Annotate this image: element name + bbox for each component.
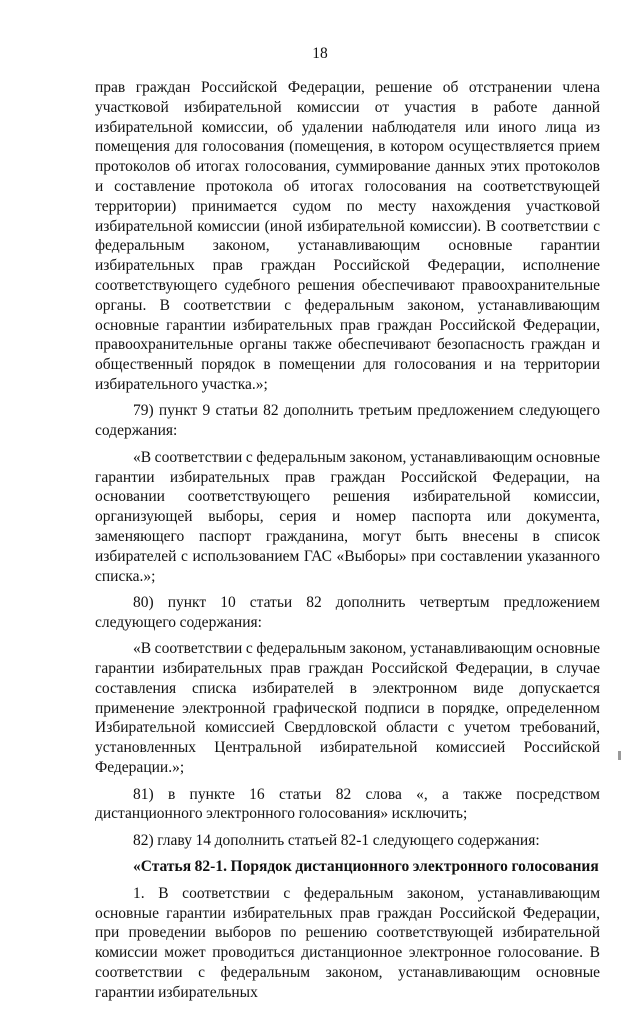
paragraph-item-81: 81) в пункте 16 статьи 82 слова «, а также посредством дистанционного электронного голосования» исключить; (95, 785, 600, 823)
article-heading: «Статья 82-1. Порядок дистанционного электронного голосования (133, 858, 599, 876)
paragraph-quote-80: «В соответствии с федеральным законом, устанавливающим основные гарантии избирательных прав граждан Российской Федерации, в случае составления списка избирателей в электронном виде допускается применение электронной графической подписи в порядке, определенном Избирательной комиссией Свердловской области с учетом требований, установленных Центральной избирательной комиссией Российской Федерации.»; (95, 640, 600, 777)
page-number: 18 (312, 45, 328, 62)
paragraph-quote-79: «В соответствии с федеральным законом, устанавливающим основные гарантии избирательных прав граждан Российской Федерации, на основании соответствующего решения избирательной комиссии, организующей выборы, серия и номер паспорта или документа, заменяющего паспорт гражданина, могут быть внесены в список избирателей с использованием ГАС «Выборы» при составлении указанного списка.»; (95, 448, 600, 585)
document-body (95, 78, 600, 1009)
paragraph-continuation: прав граждан Российской Федерации, решение об отстранении члена участковой избирательной комиссии от участия в работе данной избирательной комиссии, об удалении наблюдателя или иного лица из помещения для голосования (помещения, в котором осуществляется прием протоколов об итогах голосования, суммирование данных этих протоколов и составление протокола об итогах голосования на соответствующей территории) принимается судом по месту нахождения участковой избирательной комиссии (иной избирательной комиссии). В соответствии с федеральным законом, устанавливающим основные гарантии избирательных прав граждан Российской Федерации, исполнение соответствующего судебного решения обеспечивают правоохранительные органы. В соответствии с федеральным законом, устанавливающим основные гарантии избирательных прав граждан Российской Федерации, правоохранительные органы также обеспечивают безопасность граждан и общественный порядок в помещении для голосования и на территории избирательного участка.»; (95, 79, 600, 393)
margin-mark (618, 751, 621, 760)
paragraph-article-clause-1: 1. В соответствии с федеральным законом, устанавливающим основные гарантии избирательных прав граждан Российской Федерации, при проведении выборов по решению соответствующей избирательной комиссии может проводиться дистанционное электронное голосование. В соответствии с федеральным законом, устанавливающим основные гарантии избирательных (95, 884, 600, 1001)
paragraph-item-80: 80) пункт 10 статьи 82 дополнить четвертым предложением следующего содержания: (95, 593, 600, 631)
paragraph-item-79: 79) пункт 9 статьи 82 дополнить третьим предложением следующего содержания: (95, 402, 600, 440)
paragraph-item-82: 82) главу 14 дополнить статьей 82-1 следующего содержания: (133, 831, 540, 849)
